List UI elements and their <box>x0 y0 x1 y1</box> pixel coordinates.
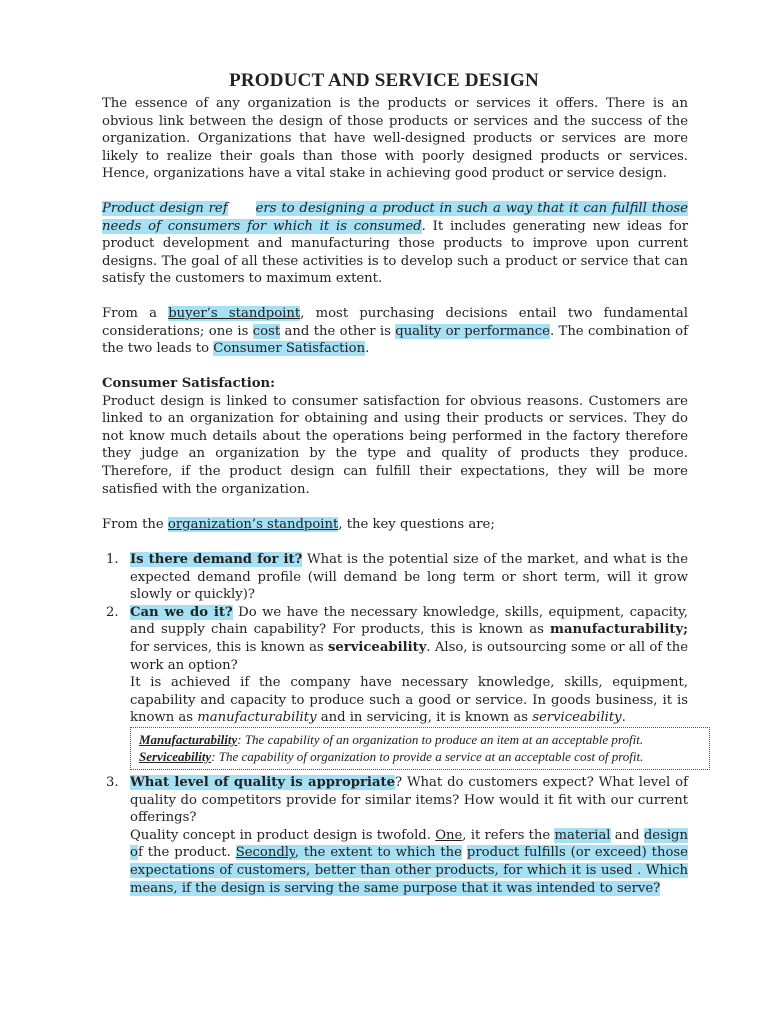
definition-body: : The capability of organization to provide a service at an acceptable cost of profit. <box>211 749 644 764</box>
definition-box <box>130 727 710 770</box>
org-text-1: From the <box>102 517 168 532</box>
explanation-text: , it refers the <box>462 827 555 843</box>
buyer-paragraph <box>102 305 688 358</box>
explanation-text: and in servicing, it is known as <box>316 710 533 726</box>
definition-term: Manufacturability <box>139 732 238 747</box>
question-text: Do we have the necessary knowledge, skills, equipment, capacity, and supply chain capability? For products, this is known as <box>130 604 689 638</box>
org-standpoint-highlight: organization’s standpoint <box>167 517 339 532</box>
intro-paragraph: The essence of any organization is the products or services it offers. There is an obvious link between the design of those products or services and the success of the organization. Organizations that have well-designed products or services are more likely to realize their goals than those with poorly designed products or services. Hence, organizations have a vital stake in achieving good product or service design. <box>102 96 688 182</box>
list-item <box>102 774 688 897</box>
quality-highlight: quality or performance <box>395 323 550 339</box>
secondly-highlight: Secondly <box>235 845 295 861</box>
org-paragraph <box>102 516 688 534</box>
item-2-explanation <box>130 674 688 727</box>
list-item <box>102 551 688 604</box>
question-highlight: What level of quality is appropriate <box>130 775 395 790</box>
cost-highlight: cost <box>252 323 281 339</box>
explanation-text: Quality concept in product design is twofold. <box>130 827 436 843</box>
definition-term: Serviceability <box>139 749 212 764</box>
explanation-underline: One <box>435 827 463 843</box>
item-3-explanation <box>130 827 688 897</box>
question-text: What is the potential size of the market, and what is the expected demand profile (will demand be long term or short term, will it grow slowly or quickly)? <box>130 552 689 603</box>
purpose-highlight: . Which means, if the design is serving the same purpose that it was intended to serve? <box>130 862 688 896</box>
question-text: ? What do customers expect? What level of quality do competitors provide for similar items? How would it fit with our current offerings? <box>130 775 688 826</box>
buyer-text-4: . The combination of the two leads to <box>102 323 688 357</box>
explanation-italic: manufacturability <box>197 710 317 726</box>
definition-paragraph <box>102 200 688 288</box>
definition-body: : The capability of an organization to produce an item at an acceptable profit. <box>237 732 644 747</box>
consumer-text: Product design is linked to consumer satisfaction for obvious reasons. Customers are linked to an organization for obtaining and using their products or services. They do not know much details about the operations being performed in the factory therefore they judge an organization by the type and quality of products they produce. Therefore, if the product design can fulfill their expectations, they will be more satisfied with the organization. <box>102 393 688 497</box>
buyer-text-2: , most purchasing decisions entail two fundamental considerations; one is <box>102 306 688 339</box>
serviceability-term: serviceability <box>327 639 427 655</box>
questions-list-2 <box>102 774 688 897</box>
manufacturability-term: manufacturability; <box>550 622 688 638</box>
explanation-text: f the product. <box>137 845 236 861</box>
question-highlight: Can we do it? <box>130 604 233 620</box>
definition-line-1 <box>139 731 709 748</box>
consumer-heading: Consumer Satisfaction: <box>102 376 275 391</box>
list-number: 2. <box>106 604 119 620</box>
org-text-2: , the key questions are; <box>338 517 495 532</box>
buyer-standpoint-highlight: buyer’s standpoint <box>168 306 301 321</box>
question-text: for services, this is known as <box>130 639 328 655</box>
question-text: . Also, is outsourcing some or all of the work an option? <box>130 639 688 673</box>
definition-highlight-2: ers to designing a product in such a way that it can fulfill those needs of consumers for which it is consumed <box>102 201 688 234</box>
page-title: PRODUCT AND SERVICE DESIGN <box>229 70 539 91</box>
list-number: 3. <box>106 775 119 790</box>
explanation-text: and <box>610 827 644 843</box>
consumer-satisfaction-highlight: Consumer Satisfaction <box>213 341 366 357</box>
material-highlight: material <box>554 827 611 843</box>
list-item <box>102 604 688 727</box>
definition-line-2 <box>139 748 709 765</box>
question-highlight: Is there demand for it? <box>130 552 303 567</box>
extent-highlight: , the extent to which the <box>294 845 462 861</box>
consumer-section <box>102 375 688 498</box>
definition-text: . It includes generating new ideas for product development and manufacturing those products to improve upon current designs. The goal of all these activities is to develop such a product or service that can satisfy the customers to maximum extent. <box>102 218 688 287</box>
buyer-text-5: . <box>365 341 370 357</box>
buyer-text-3: and the other is <box>280 323 396 339</box>
list-number: 1. <box>106 552 119 567</box>
questions-list-1 <box>102 551 688 727</box>
explanation-text: . <box>621 710 626 726</box>
design-highlight: design o <box>130 827 688 861</box>
buyer-text-1: From a <box>102 306 169 321</box>
explanation-text: It is achieved if the company have necessary knowledge, skills, equipment, capability and capacity to produce such a good or service. In goods business, it is known as <box>130 675 688 726</box>
fulfills-highlight: product fulfills (or exceed) those expectations of customers, better than other products, for which it is used <box>130 845 688 878</box>
definition-highlight-1: Product design ref <box>102 201 228 216</box>
explanation-italic: serviceability <box>532 710 622 726</box>
